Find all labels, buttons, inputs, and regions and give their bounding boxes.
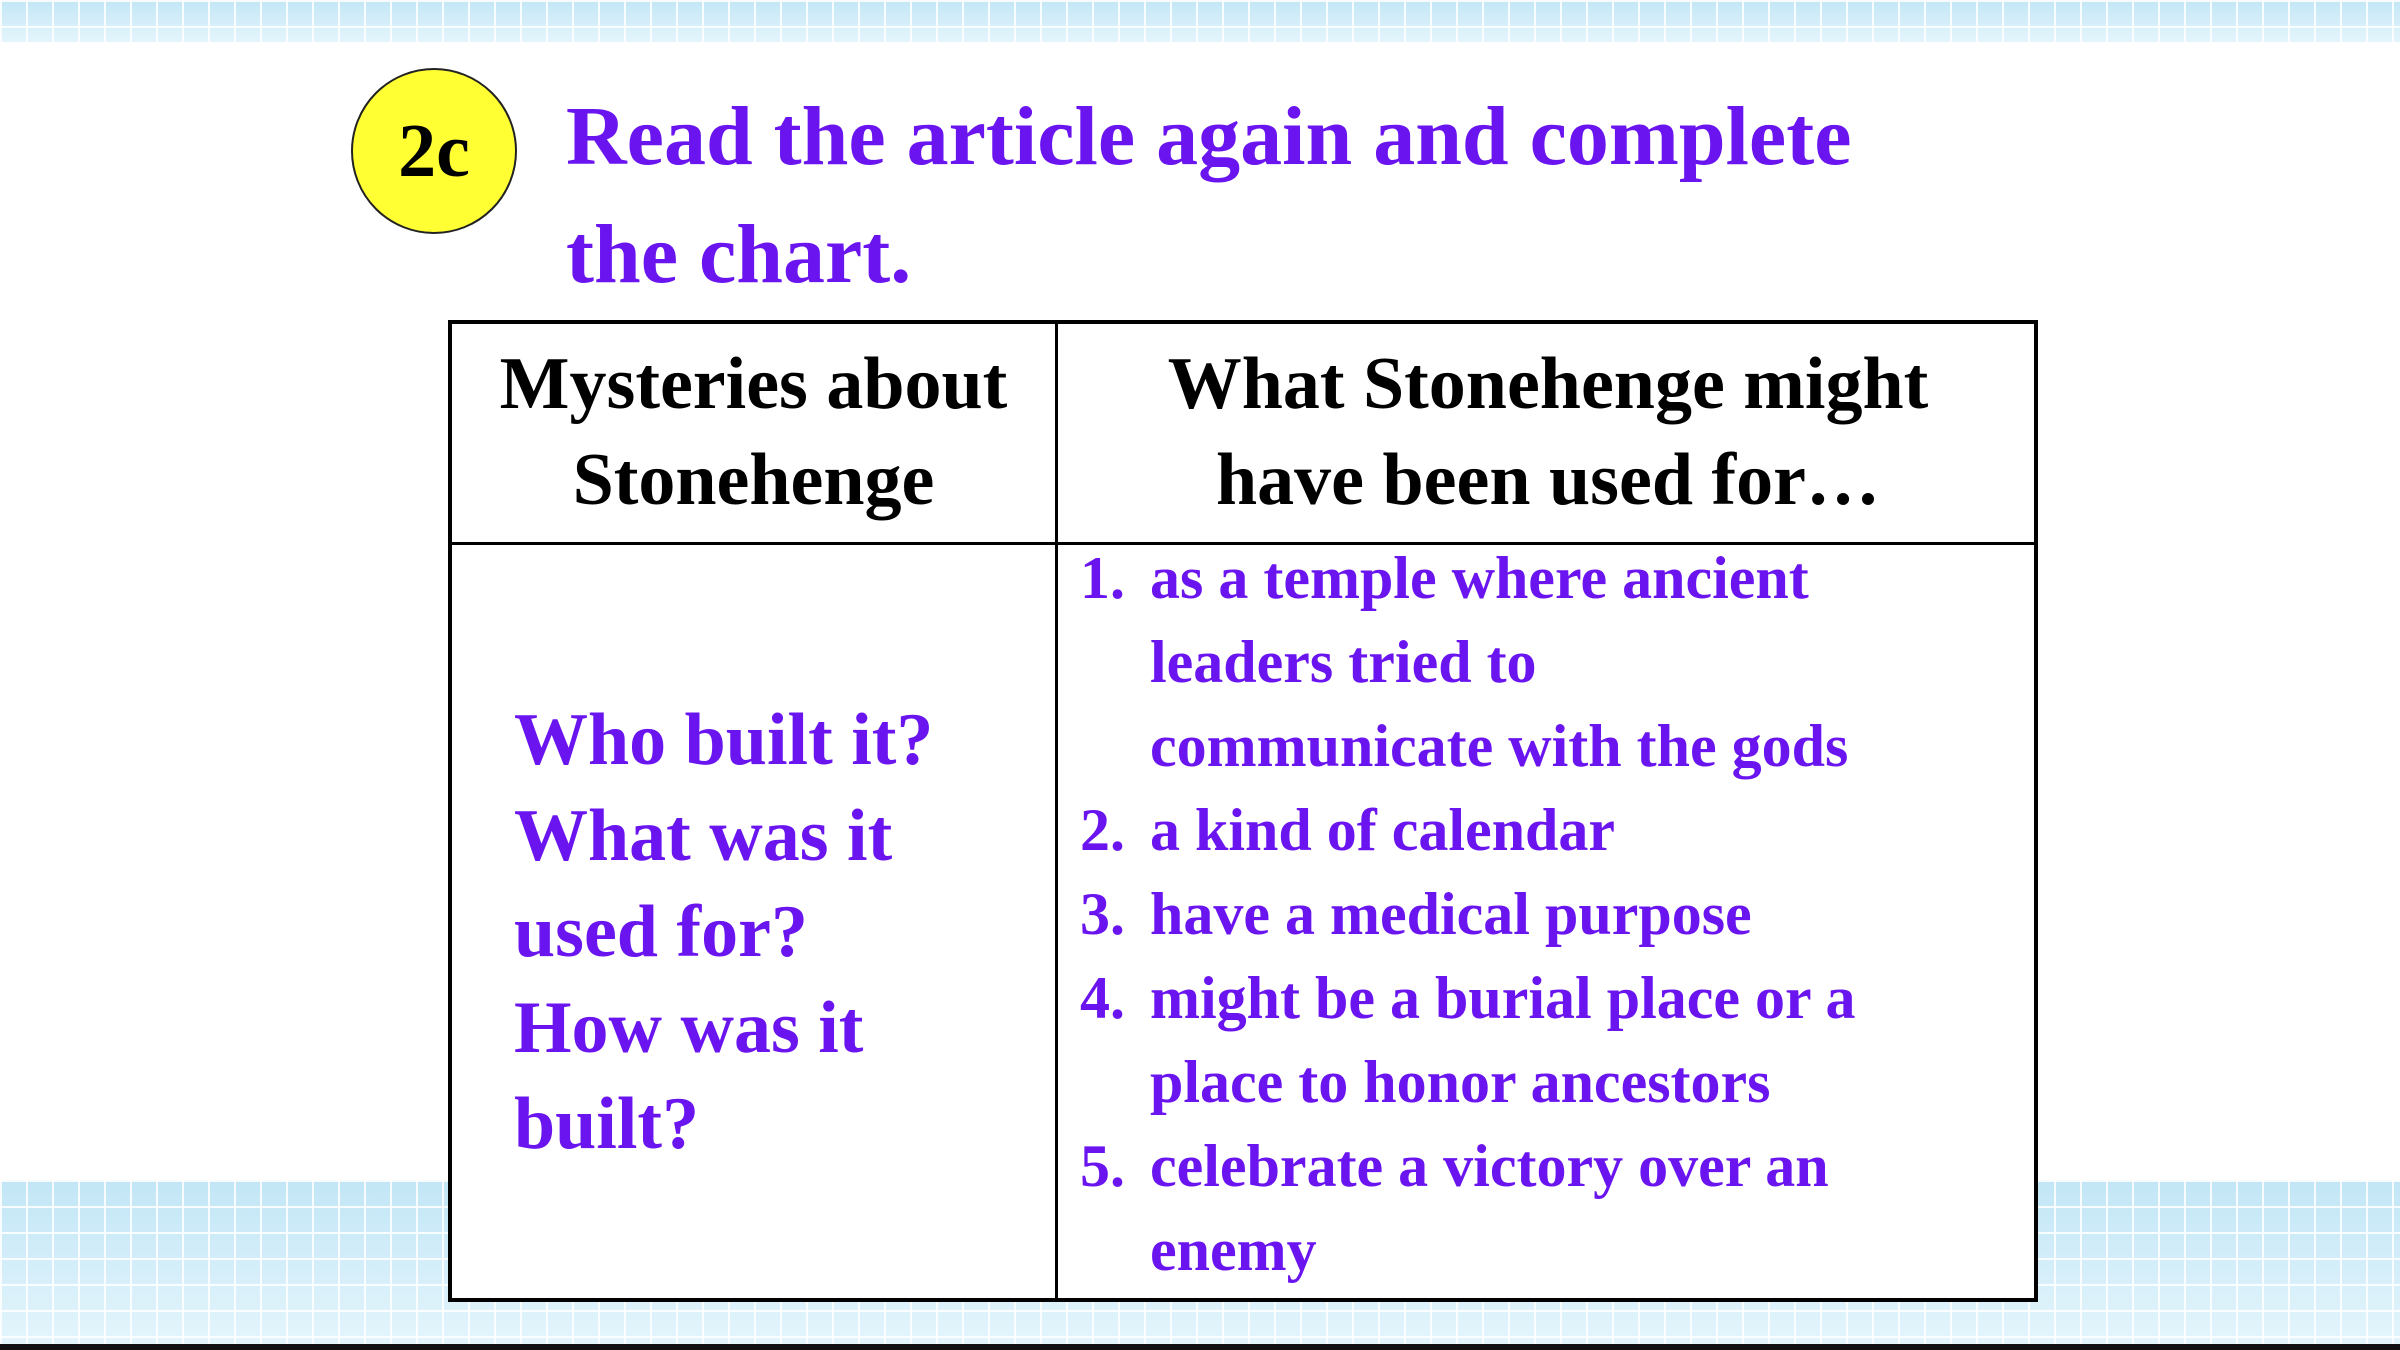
header-uses: What Stonehenge might have been used for… (1167, 343, 1929, 521)
mystery-item: How was it built? (514, 987, 864, 1165)
mysteries-list (514, 692, 1034, 1172)
use-item (1080, 956, 2030, 1124)
section-badge: 2c (351, 68, 517, 234)
use-number: 5. (1080, 1133, 1125, 1199)
use-text: might be a burial place or a place to honor ancestors (1150, 965, 1856, 1115)
use-text: celebrate a victory over an enemy (1150, 1133, 1829, 1283)
mystery-item: Who built it? (514, 699, 934, 781)
uses-list (1080, 536, 2030, 1292)
use-text: have a medical purpose (1150, 881, 1752, 947)
bottom-border (0, 1344, 2400, 1350)
use-item (1080, 1124, 2030, 1292)
header-mysteries: Mysteries about Stonehenge (499, 343, 1008, 521)
stonehenge-chart (448, 320, 2038, 1302)
use-item (1080, 872, 2030, 956)
top-grid-band (0, 0, 2400, 42)
use-number: 3. (1080, 881, 1125, 947)
use-number: 4. (1080, 965, 1125, 1031)
use-item (1080, 788, 2030, 872)
mystery-item: What was it used for? (514, 795, 893, 973)
use-text: a kind of calendar (1150, 797, 1616, 863)
use-item (1080, 536, 2030, 788)
use-text: as a temple where ancient leaders tried to communicate with the gods (1150, 545, 1849, 779)
use-number: 2. (1080, 797, 1125, 863)
use-number: 1. (1080, 545, 1125, 611)
slide-title: Read the article again and complete the chart. (566, 90, 1852, 301)
